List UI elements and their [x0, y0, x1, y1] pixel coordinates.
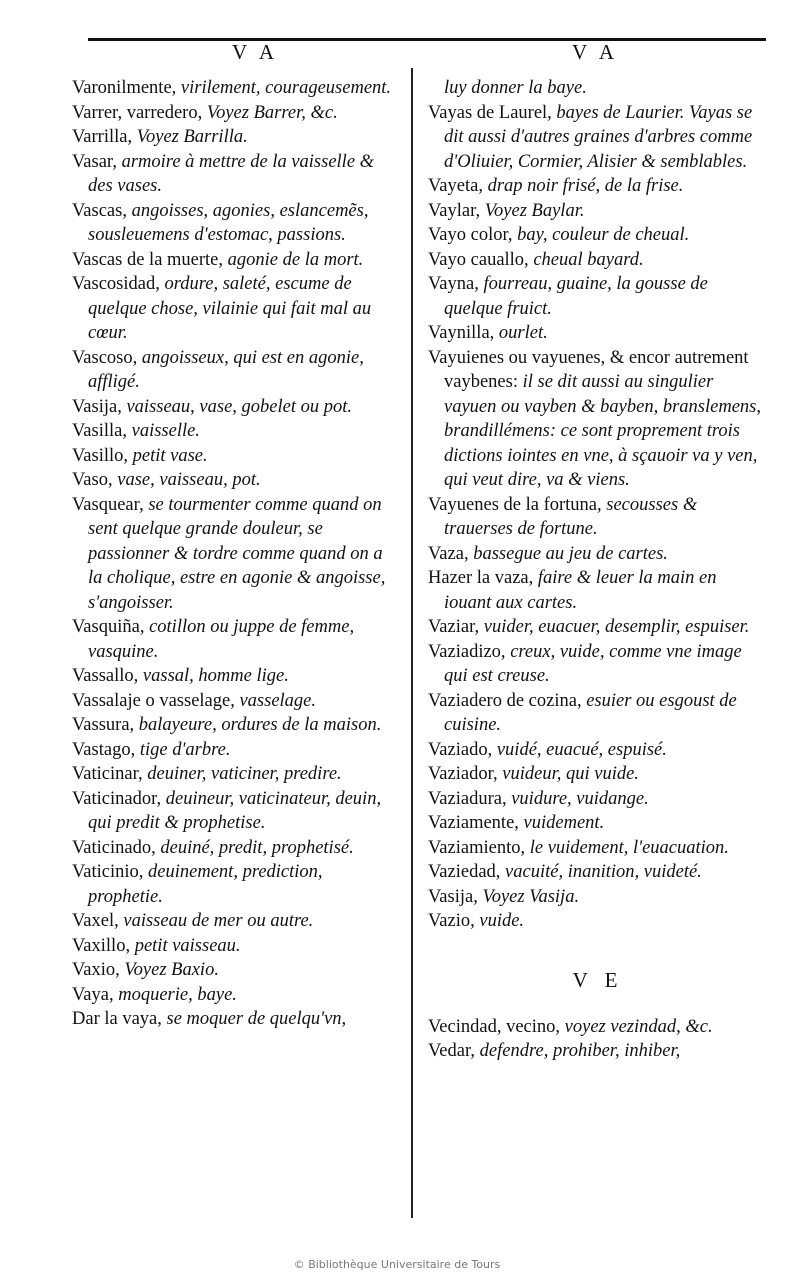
headword: Vassallo,	[72, 666, 139, 686]
dictionary-entry	[72, 493, 398, 616]
headword: Vaxillo,	[72, 935, 131, 956]
definition: fourreau, guaine, la gousse de quelque fruict.	[444, 274, 708, 319]
dictionary-entry	[428, 101, 768, 175]
definition: secousses & trauerses de fortune.	[444, 494, 698, 539]
headword: Vayna,	[428, 274, 479, 294]
dictionary-entry	[72, 958, 398, 983]
column-divider	[411, 68, 413, 1218]
right-entries	[428, 101, 768, 934]
dictionary-entry	[72, 346, 398, 395]
dictionary-entry	[72, 738, 398, 763]
dictionary-entry	[428, 174, 768, 199]
dictionary-entry	[428, 836, 768, 861]
header-rule	[88, 38, 766, 41]
definition: deuiné, predit, prophetisé.	[155, 837, 354, 858]
definition: vuidé, euacué, espuisé.	[492, 739, 667, 760]
left-column	[72, 76, 398, 1032]
dictionary-entry	[428, 493, 768, 542]
headword: Vassalaje o vasselage,	[72, 690, 235, 711]
definition: creux, vuide, comme vne image qui est creuse.	[444, 641, 742, 686]
dictionary-entry	[428, 885, 768, 910]
dictionary-entry	[428, 542, 768, 567]
definition: drap noir frisé, de la frise.	[482, 176, 684, 196]
definition: Voyez Barrer, &c.	[202, 102, 338, 123]
definition: angoisses, agonies, eslancemẽs, sousleuemens d'estomac, passions.	[88, 200, 369, 245]
definition: vaisseau, vase, gobelet ou pot.	[121, 396, 353, 417]
definition: Voyez Baylar.	[480, 200, 585, 221]
headword: Dar la vaya,	[72, 1009, 162, 1029]
headword: Varrer, varredero,	[72, 102, 203, 123]
dictionary-entry	[428, 615, 768, 640]
definition: vase, vaisseau, pot.	[112, 470, 261, 490]
dictionary-entry	[428, 199, 768, 224]
library-credit: © Bibliothèque Universitaire de Tours	[293, 1258, 501, 1271]
headword: Vasquiña,	[72, 617, 145, 637]
dictionary-entry	[428, 762, 768, 787]
definition: Voyez Barrilla.	[132, 127, 248, 147]
dictionary-entry	[72, 76, 398, 101]
headword: Vaya,	[72, 984, 114, 1005]
dictionary-entry	[428, 640, 768, 689]
headword: Vayuenes de la fortuna,	[428, 494, 602, 515]
dictionary-entry	[428, 248, 768, 273]
dictionary-entry	[72, 419, 398, 444]
definition: esuier ou esgoust de cuisine.	[444, 690, 737, 735]
headword: Vaylar,	[428, 200, 481, 221]
headword: Vaza,	[428, 543, 469, 564]
headword: Vaxio,	[72, 960, 120, 980]
definition: vaisseau de mer ou autre.	[118, 911, 314, 931]
headword: Vasillo,	[72, 445, 129, 466]
headword: Varonilmente,	[72, 78, 177, 98]
definition: angoisseux, qui est en agonie, affligé.	[88, 347, 364, 392]
headword: Vascosidad,	[72, 274, 160, 294]
definition: vuide.	[474, 911, 525, 931]
dictionary-entry	[428, 689, 768, 738]
headword: Vaso,	[72, 470, 113, 490]
headword: Vedar,	[428, 1041, 476, 1061]
dictionary-entry	[72, 836, 398, 861]
headword: Vaticinar,	[72, 764, 143, 784]
headword: Vaticinado,	[72, 837, 156, 858]
headword: Varrilla,	[72, 127, 133, 147]
definition: vassal, homme lige.	[138, 666, 289, 686]
headword: Vasar,	[72, 151, 117, 172]
running-head-right: V A	[572, 40, 619, 64]
dictionary-entry	[72, 689, 398, 714]
headword: Vayeta,	[428, 176, 483, 196]
dictionary-entry	[72, 468, 398, 493]
headword: Hazer la vaza,	[428, 568, 534, 588]
dictionary-entry	[72, 272, 398, 346]
definition: bassegue au jeu de cartes.	[468, 543, 668, 564]
right-entries-after	[428, 1015, 768, 1064]
dictionary-entry	[72, 787, 398, 836]
dictionary-entry	[428, 566, 768, 615]
headword: Vasija,	[72, 396, 122, 417]
headword: Vasija,	[428, 886, 478, 907]
definition: balayeure, ordures de la maison.	[134, 715, 382, 735]
running-head-left: V A	[232, 40, 279, 64]
definition: defendre, prohiber, inhiber,	[475, 1041, 681, 1061]
definition: vaisselle.	[126, 421, 200, 441]
headword: Vaziador,	[428, 764, 498, 784]
dictionary-entry	[72, 983, 398, 1008]
headword: Vazio,	[428, 911, 475, 931]
dictionary-entry	[428, 909, 768, 934]
dictionary-entry	[72, 909, 398, 934]
definition: ordure, saleté, escume de quelque chose, vilainie qui fait mal au cœur.	[88, 274, 372, 343]
definition: moquerie, baye.	[113, 984, 237, 1005]
dictionary-entry	[72, 615, 398, 664]
dictionary-entry	[72, 101, 398, 126]
definition: virilement, courageusement.	[176, 78, 392, 98]
headword: Vaziar,	[428, 617, 480, 637]
headword: Vaxel,	[72, 911, 119, 931]
definition: se moquer de quelqu'vn,	[161, 1009, 347, 1029]
definition: vasselage.	[234, 690, 317, 711]
definition: vuidement.	[518, 813, 605, 833]
headword: Vaziado,	[428, 739, 493, 760]
continued-entry: luy donner la baye.	[444, 78, 587, 98]
headword: Vaziamente,	[428, 813, 519, 833]
headword: Vascas,	[72, 200, 127, 221]
headword: Vassura,	[72, 715, 135, 735]
headword: Vayo color,	[428, 225, 513, 245]
dictionary-entry	[428, 1039, 768, 1064]
dictionary-entry	[428, 860, 768, 885]
section-heading: V E	[572, 967, 624, 992]
headword: Vasquear,	[72, 494, 144, 515]
dictionary-entry	[72, 934, 398, 959]
dictionary-entry	[428, 272, 768, 321]
headword: Vayas de Laurel,	[428, 102, 552, 123]
definition: Voyez Vasija.	[477, 886, 580, 907]
definition: tige d'arbre.	[135, 739, 231, 760]
headword: Vaziadizo,	[428, 641, 506, 662]
dictionary-entry	[72, 664, 398, 689]
dictionary-entry	[72, 125, 398, 150]
headword: Vaziadero de cozina,	[428, 690, 582, 711]
dictionary-entry	[72, 1007, 398, 1032]
dictionary-entry	[428, 346, 768, 493]
definition: agonie de la mort.	[223, 249, 364, 270]
definition: bayes de Laurier. Vayas se dit aussi d'autres graines d'arbres comme d'Oliuier, Cormier, Alisier & semblables.	[444, 102, 753, 172]
dictionary-entry	[428, 811, 768, 836]
definition: il se dit aussi au singulier vayuen ou vayben & bayben, branslemens, brandillémens: ce sont proprement trois dictions iointes en vne, à sçauoir va y ven, qui veut dire, va & viens.	[444, 372, 761, 490]
definition: voyez vezindad, &c.	[560, 1016, 713, 1037]
dictionary-entry	[72, 395, 398, 420]
right-column	[428, 76, 768, 1064]
dictionary-entry	[428, 787, 768, 812]
headword: Vayo cauallo,	[428, 249, 529, 270]
definition: vuider, euacuer, desemplir, espuiser.	[479, 617, 750, 637]
dictionary-entry	[72, 248, 398, 273]
headword: Vaziedad,	[428, 862, 501, 882]
definition: deuinement, prediction, prophetie.	[88, 862, 323, 907]
headword: Vecindad, vecino,	[428, 1016, 561, 1037]
definition: le vuidement, l'euacuation.	[525, 837, 729, 858]
headword: Vastago,	[72, 739, 136, 760]
definition: vuidure, vuidange.	[506, 788, 649, 809]
definition: petit vaisseau.	[130, 935, 241, 956]
definition: deuineur, vaticinateur, deuin, qui predit & prophetise.	[88, 788, 382, 833]
dictionary-entry	[72, 860, 398, 909]
definition: cheual bayard.	[528, 249, 644, 270]
headword: Vascoso,	[72, 347, 138, 368]
definition: armoire à mettre de la vaisselle & des vases.	[88, 151, 375, 196]
headword: Vasilla,	[72, 421, 127, 441]
dictionary-entry	[72, 199, 398, 248]
definition: deuiner, vaticiner, predire.	[142, 764, 342, 784]
definition: vacuité, inanition, vuideté.	[500, 862, 702, 882]
definition: petit vase.	[128, 445, 208, 466]
headword: Vaticinio,	[72, 862, 144, 882]
dictionary-entry	[428, 738, 768, 763]
headword: Vaynilla,	[428, 323, 495, 343]
definition: faire & leuer la main en iouant aux cartes.	[444, 568, 717, 613]
dictionary-entry	[428, 321, 768, 346]
definition: Voyez Baxio.	[119, 960, 219, 980]
definition: cotillon ou juppe de femme, vasquine.	[88, 617, 355, 662]
definition: se tourmenter comme quand on sent quelque grande douleur, se passionner & tordre comme quand on a la cholique, estre en agonie & angoisse, s'angoisser.	[88, 494, 386, 613]
headword: Vaziamiento,	[428, 837, 526, 858]
definition: bay, couleur de cheual.	[512, 225, 690, 245]
dictionary-entry	[72, 762, 398, 787]
headword: Vascas de la muerte,	[72, 249, 224, 270]
headword: Vayuienes ou vayuenes, & encor autrement vaybenes:	[428, 347, 749, 392]
dictionary-entry	[428, 1015, 768, 1040]
dictionary-entry	[72, 713, 398, 738]
headword: Vaziadura,	[428, 788, 507, 809]
headword: Vaticinador,	[72, 788, 162, 809]
definition: ourlet.	[494, 323, 548, 343]
dictionary-entry	[428, 223, 768, 248]
dictionary-entry	[72, 444, 398, 469]
definition: vuideur, qui vuide.	[497, 764, 639, 784]
dictionary-entry	[72, 150, 398, 199]
